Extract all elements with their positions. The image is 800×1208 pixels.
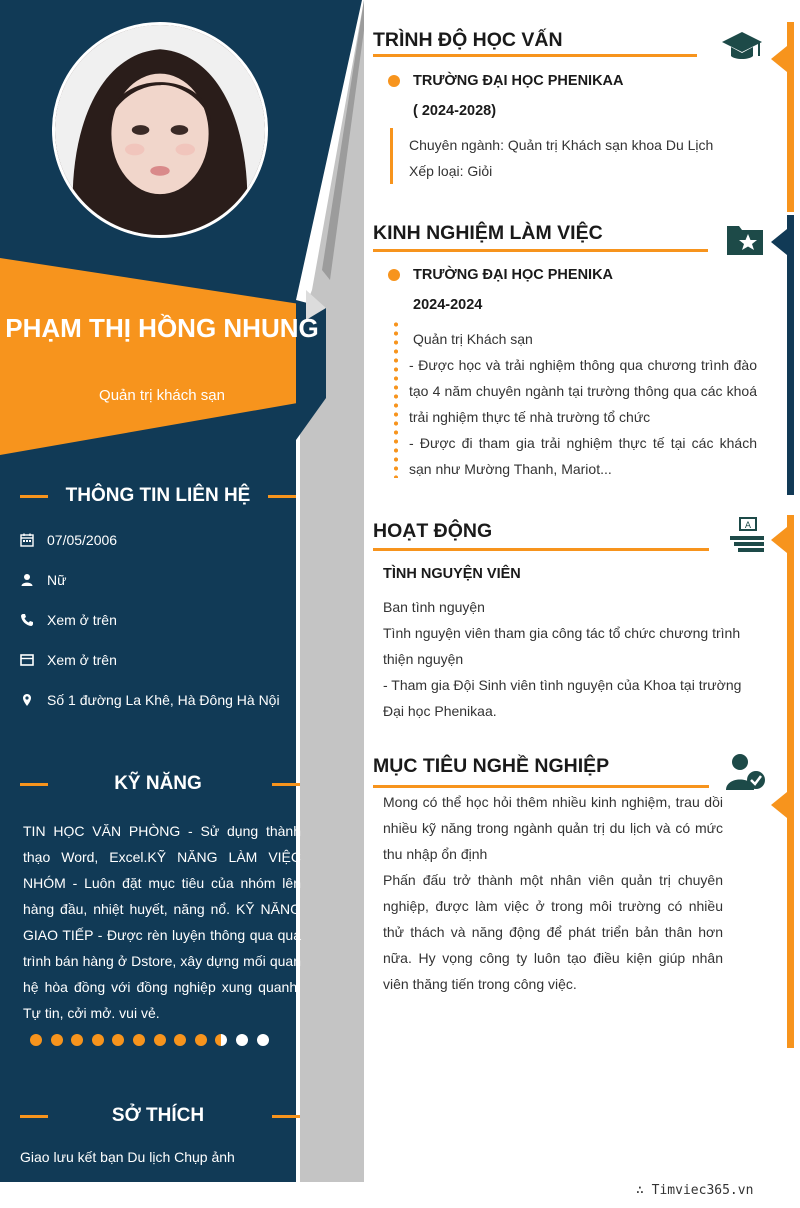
folder-star-icon [724, 218, 766, 260]
contact-birthday-text: 07/05/2006 [47, 532, 118, 548]
education-major: Chuyên ngành: Quản trị Khách sạn khoa Du Lịch [409, 137, 714, 153]
skill-rating-dot [51, 1034, 63, 1046]
contact-email-text: Xem ở trên [47, 652, 117, 668]
experience-description-1: - Được học và trải nghiệm thông qua chương trình đào tạo 4 năm chuyên ngành tại trường thông qua các khoá trải nghiệm thực tế nhà trường tổ chức [409, 357, 757, 425]
svg-text:A: A [744, 521, 752, 531]
contact-gender [20, 569, 66, 591]
activities-underline [373, 548, 709, 551]
skills-heading [0, 769, 316, 799]
candidate-job-title: Quản trị khách sạn [99, 387, 225, 404]
activities-description-1: Tình nguyện viên tham gia công tác tổ chức chương trình thiện nguyện [383, 625, 741, 667]
skill-rating-dot [112, 1034, 124, 1046]
skill-rating-dot [71, 1034, 83, 1046]
skill-rating-dot [174, 1034, 186, 1046]
skill-rating-dot [154, 1034, 166, 1046]
heading-right-line [272, 1115, 300, 1118]
contact-birthday [20, 529, 117, 551]
experience-underline [373, 249, 708, 252]
skill-rating-dot [215, 1034, 227, 1046]
user-icon [20, 572, 47, 588]
objective-underline [373, 785, 709, 788]
skills-description: TIN HỌC VĂN PHÒNG - Sử dụng thành thạo Word, Excel.KỸ NĂNG LÀM VIỆC NHÓM - Luôn đặt mục tiêu của nhóm lên hàng đầu, nhiệt huyết, năng nổ. KỸ NĂNG GIAO TIẾP - Được rèn luyện thông qua quá trình bán hàng ở Dstore, xây dựng mối quan hệ hòa đồng với đồng nghiệp xung quanh. Tự tin, cởi mở. vui vẻ. [23, 823, 301, 1021]
right-accent-arrow [771, 229, 787, 255]
right-accent-arrow [771, 46, 787, 72]
experience-heading: KINH NGHIỆM LÀM VIỆC [373, 222, 603, 244]
contact-phone [20, 609, 117, 631]
skill-rating-dots [30, 1034, 269, 1046]
graduation-cap-icon [721, 26, 763, 68]
experience-company: TRƯỜNG ĐẠI HỌC PHENIKA [413, 267, 614, 283]
location-icon [20, 692, 47, 708]
activities-title: TÌNH NGUYỆN VIÊN [383, 566, 521, 582]
education-underline [373, 54, 697, 57]
education-heading: TRÌNH ĐỘ HỌC VẤN [373, 29, 563, 51]
profile-photo [52, 22, 268, 238]
experience-period: 2024-2024 [413, 297, 483, 313]
watermark: ∴ Timviec365.vn [636, 1183, 754, 1198]
email-icon [20, 652, 47, 668]
objective-heading: MỤC TIÊU NGHỀ NGHIỆP [373, 755, 610, 777]
education-grade: Xếp loại: Giỏi [409, 163, 493, 179]
contact-gender-text: Nữ [47, 572, 67, 588]
right-accent-bar [787, 22, 794, 212]
experience-bullet [388, 269, 400, 281]
objective-paragraph-2: Phấn đấu trở thành một nhân viên quản trị chuyên nghiệp, được làm việc ở trong môi trường có nhiều thử thách và năng động để phát triển bản thân hơn nữa. Hy vọng công ty luôn tạo điều kiện giúp nhân viên thăng tiến trong công việc. [383, 872, 723, 992]
candidate-name: PHẠM THỊ HỒNG NHUNG [5, 313, 319, 343]
experience-position: Quản trị Khách sạn [413, 331, 533, 347]
education-school: TRƯỜNG ĐẠI HỌC PHENIKAA [413, 73, 624, 89]
right-accent-bar [787, 515, 794, 1048]
contact-address-text: Số 1 đường La Khê, Hà Đông Hà Nội [47, 692, 280, 708]
experience-timeline [394, 320, 398, 478]
person-check-icon [724, 750, 766, 792]
right-accent-bar [787, 215, 794, 495]
calendar-icon [20, 532, 47, 548]
hobbies-text: Giao lưu kết bạn Du lịch Chụp ảnh [20, 1149, 235, 1165]
activities-org: Ban tình nguyện [383, 599, 485, 615]
skills-heading-text: KỸ NĂNG [114, 773, 202, 794]
right-accent-arrow [771, 527, 787, 553]
hobbies-heading [0, 1101, 316, 1131]
activities-description-2: - Tham gia Đội Sinh viên tình nguyện của Khoa tại trường Đại học Phenikaa. [383, 677, 742, 719]
education-bullet [388, 75, 400, 87]
activities-heading: HOẠT ĐỘNG [373, 520, 493, 542]
podium-icon [726, 514, 768, 556]
contact-phone-text: Xem ở trên [47, 612, 117, 628]
contact-address [20, 689, 280, 711]
objective-paragraph-1: Mong có thể học hỏi thêm nhiều kinh nghiệm, trau dồi nhiều kỹ năng trong ngành quản trị du lịch và có mức thu nhập ổn định [383, 794, 723, 862]
skill-rating-dot [195, 1034, 207, 1046]
heading-right-line [268, 495, 296, 498]
heading-right-line [272, 783, 300, 786]
experience-description-2: - Được đi tham gia trải nghiệm thực tế tại các khách sạn như Mường Thanh, Mariot... [409, 435, 757, 477]
phone-icon [20, 612, 47, 628]
education-period: ( 2024-2028) [413, 103, 497, 119]
contact-email [20, 649, 117, 671]
contact-heading [0, 481, 316, 511]
hobbies-heading-text: SỞ THÍCH [111, 1105, 205, 1126]
skill-rating-dot [30, 1034, 42, 1046]
skill-rating-dot [257, 1034, 269, 1046]
contact-heading-text: THÔNG TIN LIÊN HỆ [65, 485, 251, 506]
education-timeline [390, 128, 393, 184]
skill-rating-dot [92, 1034, 104, 1046]
right-accent-arrow [771, 792, 787, 818]
skill-rating-dot [236, 1034, 248, 1046]
skill-rating-dot [133, 1034, 145, 1046]
